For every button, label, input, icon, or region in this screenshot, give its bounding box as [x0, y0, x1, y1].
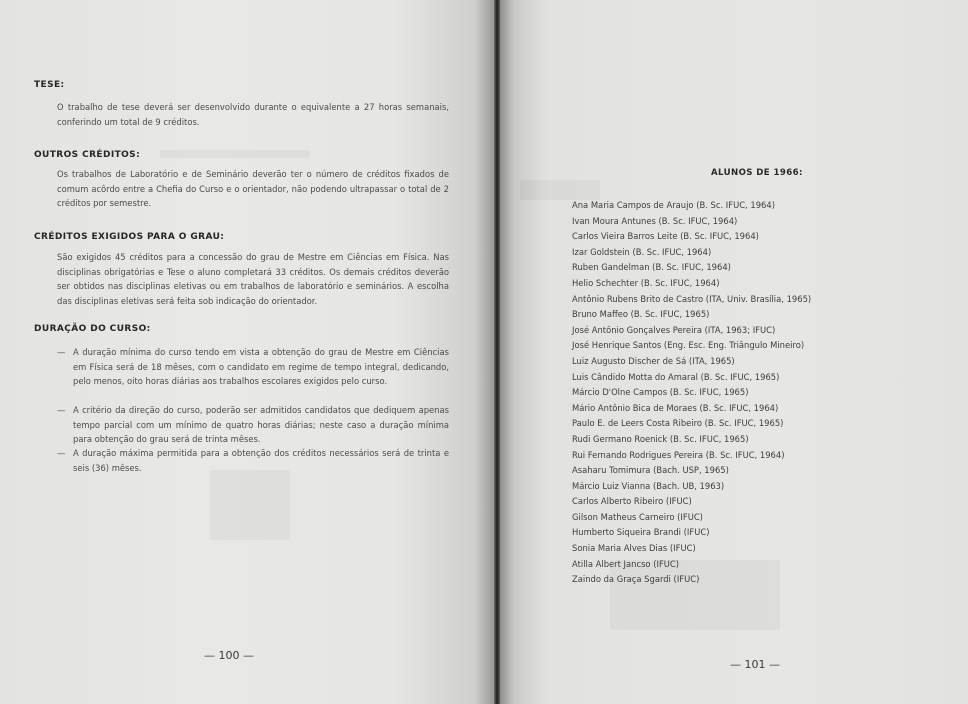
- duracao-item-text: A duração mínima do curso tendo em vista a obtenção do grau de Mestre em Ciências em Física será de 18 mêses, com o candidato em regime de tempo integral, dedicando, pelo menos, oito horas diárias aos trabalhos escolares exigidos pelo curso.: [73, 347, 449, 387]
- duracao-item: [57, 446, 449, 475]
- student-entry: José Henrique Santos (Eng. Esc. Eng. Triângulo Mineiro): [572, 340, 805, 351]
- student-entry: Luis Cândido Motta do Amaral (B. Sc. IFUC, 1965): [572, 371, 780, 382]
- student-entry: Izar Goldstein (B. Sc. IFUC, 1964): [572, 246, 712, 257]
- duracao-item: [57, 345, 449, 389]
- student-entry: Carlos Vieira Barros Leite (B. Sc. IFUC, 1964): [572, 231, 759, 242]
- outros-creditos-paragraph: Os trabalhos de Laboratório e de Seminário deverão ter o número de créditos fixados de comum acôrdo entre a Chefia do Curso e o orientador, não podendo ultrapassar o total de 2 créditos por semestre.: [57, 169, 449, 209]
- duracao-item-text: A critério da direção do curso, poderão ser admitidos candidatos que dediquem apenas tempo parcial com um mínimo de quatro horas diárias; neste caso a duração mínima para obtenção do grau será de trinta mêses.: [73, 405, 449, 445]
- student-entry: Mário Antônio Bica de Moraes (B. Sc. IFUC, 1964): [572, 402, 779, 413]
- tese-paragraph: O trabalho de tese deverá ser desenvolvido durante o equivalente a 27 horas semanais, conferindo um total de 9 créditos.: [57, 102, 449, 127]
- student-entry: Atilla Albert Jancso (IFUC): [572, 558, 680, 569]
- student-entry: Paulo E. de Leers Costa Ribeiro (B. Sc. IFUC, 1965): [572, 418, 784, 429]
- student-entry: Carlos Alberto Ribeiro (IFUC): [572, 496, 692, 507]
- students-heading: ALUNOS DE 1966:: [711, 168, 803, 178]
- student-entry: Rudi Germano Roenick (B. Sc. IFUC, 1965): [572, 433, 749, 444]
- student-entry: Humberto Siqueira Brandi (IFUC): [572, 527, 710, 538]
- show-through-mark: [520, 180, 600, 200]
- show-through-mark: [210, 470, 290, 540]
- section-heading-tese: TESE:: [34, 80, 65, 90]
- section-heading-creditos-exigidos: CRÉDITOS EXIGIDOS PARA O GRAU:: [34, 232, 225, 242]
- student-entry: Sonia Maria Alves Dias (IFUC): [572, 543, 696, 554]
- page-number-right: — 101 —: [730, 658, 780, 671]
- student-entry: Márcio D'Olne Campos (B. Sc. IFUC, 1965): [572, 387, 749, 398]
- student-entry: Asaharu Tomimura (Bach. USP, 1965): [572, 465, 729, 476]
- section-heading-duracao: DURAÇÃO DO CURSO:: [34, 324, 151, 334]
- student-entry: Bruno Maffeo (B. Sc. IFUC, 1965): [572, 309, 710, 320]
- student-entry: Márcio Luiz Vianna (Bach. UB, 1963): [572, 480, 725, 491]
- student-entry: Rui Fernando Rodrigues Pereira (B. Sc. IFUC, 1964): [572, 449, 785, 460]
- dash-bullet: —: [57, 405, 66, 415]
- student-entry: José Antônio Gonçalves Pereira (ITA, 1963; IFUC): [572, 324, 776, 335]
- student-entry: Ivan Moura Antunes (B. Sc. IFUC, 1964): [572, 215, 738, 226]
- creditos-exigidos-paragraph: São exigidos 45 créditos para a concessão do grau de Mestre em Ciências em Física. Nas disciplinas obrigatórias e Tese o aluno completará 33 créditos. Os demais créditos deverão ser obtidos nas disciplinas eletivas ou em trabalhos de laboratório e seminários. A escolha das disciplinas eletivas será feita sob indicação do orientador.: [57, 252, 449, 306]
- dash-bullet: —: [57, 347, 66, 357]
- show-through-mark: [160, 150, 310, 158]
- duracao-item-text: A duração máxima permitida para a obtenção dos créditos necessários será de trinta e seis (36) mêses.: [73, 448, 449, 473]
- student-entry: Helio Schechter (B. Sc. IFUC, 1964): [572, 277, 720, 288]
- students-list: [572, 198, 811, 588]
- student-entry: Ruben Gandelman (B. Sc. IFUC, 1964): [572, 262, 731, 273]
- duracao-item: [57, 403, 449, 447]
- student-entry: Gilson Matheus Carneiro (IFUC): [572, 511, 703, 522]
- student-entry: Zaindo da Graça Sgardi (IFUC): [572, 574, 700, 585]
- right-page: [500, 0, 968, 704]
- student-entry: Antônio Rubens Brito de Castro (ITA, Univ. Brasília, 1965): [572, 293, 812, 304]
- student-entry: Luiz Augusto Discher de Sá (ITA, 1965): [572, 355, 735, 366]
- dash-bullet: —: [57, 448, 66, 458]
- page-number-left: — 100 —: [204, 649, 254, 662]
- student-entry: Ana Maria Campos de Araujo (B. Sc. IFUC, 1964): [572, 200, 775, 210]
- section-heading-outros-creditos: OUTROS CRÉDITOS:: [34, 150, 141, 160]
